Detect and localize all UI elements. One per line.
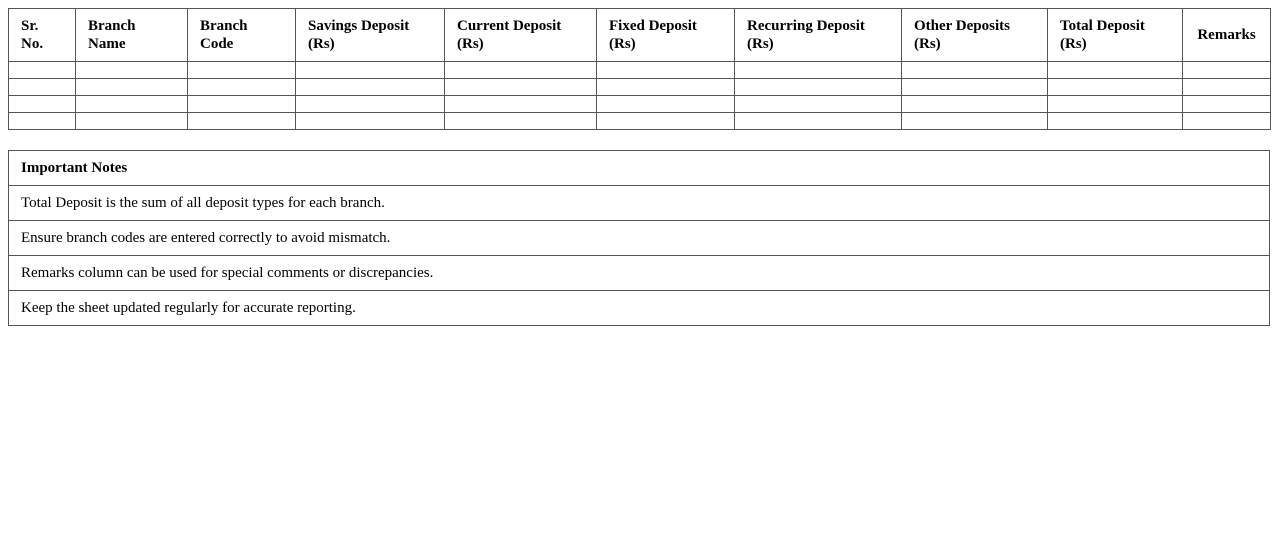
cell-sr-no[interactable] xyxy=(9,79,76,96)
cell-total-deposit[interactable] xyxy=(1048,113,1183,130)
header-savings-deposit: Savings Deposit (Rs) xyxy=(296,9,445,62)
header-fixed-deposit: Fixed Deposit (Rs) xyxy=(597,9,735,62)
header-other-deposits: Other Deposits (Rs) xyxy=(902,9,1048,62)
cell-branch-code[interactable] xyxy=(188,96,296,113)
header-total-deposit: Total Deposit (Rs) xyxy=(1048,9,1183,62)
cell-recurring-deposit[interactable] xyxy=(735,113,902,130)
cell-sr-no[interactable] xyxy=(9,113,76,130)
cell-branch-name[interactable] xyxy=(76,96,188,113)
cell-fixed-deposit[interactable] xyxy=(597,62,735,79)
header-remarks: Remarks xyxy=(1183,9,1271,62)
cell-branch-name[interactable] xyxy=(76,79,188,96)
cell-savings-deposit[interactable] xyxy=(296,113,445,130)
cell-recurring-deposit[interactable] xyxy=(735,62,902,79)
cell-savings-deposit[interactable] xyxy=(296,96,445,113)
table-row xyxy=(9,62,1271,79)
cell-total-deposit[interactable] xyxy=(1048,96,1183,113)
cell-sr-no[interactable] xyxy=(9,62,76,79)
note-item: Remarks column can be used for special comments or discrepancies. xyxy=(9,256,1270,291)
important-notes-box xyxy=(8,150,1270,326)
cell-fixed-deposit[interactable] xyxy=(597,96,735,113)
cell-total-deposit[interactable] xyxy=(1048,79,1183,96)
cell-other-deposits[interactable] xyxy=(902,96,1048,113)
note-item: Total Deposit is the sum of all deposit types for each branch. xyxy=(9,186,1270,221)
table-row xyxy=(9,96,1271,113)
header-current-deposit: Current Deposit (Rs) xyxy=(445,9,597,62)
cell-branch-name[interactable] xyxy=(76,113,188,130)
cell-branch-name[interactable] xyxy=(76,62,188,79)
cell-other-deposits[interactable] xyxy=(902,62,1048,79)
cell-current-deposit[interactable] xyxy=(445,113,597,130)
table-row xyxy=(9,113,1271,130)
cell-savings-deposit[interactable] xyxy=(296,62,445,79)
cell-sr-no[interactable] xyxy=(9,96,76,113)
table-header-row xyxy=(9,9,1271,62)
cell-branch-code[interactable] xyxy=(188,62,296,79)
cell-fixed-deposit[interactable] xyxy=(597,79,735,96)
cell-current-deposit[interactable] xyxy=(445,62,597,79)
cell-other-deposits[interactable] xyxy=(902,79,1048,96)
cell-recurring-deposit[interactable] xyxy=(735,79,902,96)
branch-deposit-table xyxy=(8,8,1271,130)
header-recurring-deposit: Recurring Deposit (Rs) xyxy=(735,9,902,62)
cell-current-deposit[interactable] xyxy=(445,79,597,96)
cell-savings-deposit[interactable] xyxy=(296,79,445,96)
note-item: Ensure branch codes are entered correctly to avoid mismatch. xyxy=(9,221,1270,256)
cell-remarks[interactable] xyxy=(1183,62,1271,79)
header-branch-name: Branch Name xyxy=(76,9,188,62)
table-row xyxy=(9,79,1271,96)
header-sr-no: Sr. No. xyxy=(9,9,76,62)
note-item: Keep the sheet updated regularly for accurate reporting. xyxy=(9,291,1270,326)
cell-branch-code[interactable] xyxy=(188,79,296,96)
notes-title: Important Notes xyxy=(9,151,1270,186)
cell-branch-code[interactable] xyxy=(188,113,296,130)
cell-remarks[interactable] xyxy=(1183,96,1271,113)
cell-total-deposit[interactable] xyxy=(1048,62,1183,79)
cell-fixed-deposit[interactable] xyxy=(597,113,735,130)
cell-other-deposits[interactable] xyxy=(902,113,1048,130)
cell-recurring-deposit[interactable] xyxy=(735,96,902,113)
cell-remarks[interactable] xyxy=(1183,113,1271,130)
cell-remarks[interactable] xyxy=(1183,79,1271,96)
header-branch-code: Branch Code xyxy=(188,9,296,62)
cell-current-deposit[interactable] xyxy=(445,96,597,113)
